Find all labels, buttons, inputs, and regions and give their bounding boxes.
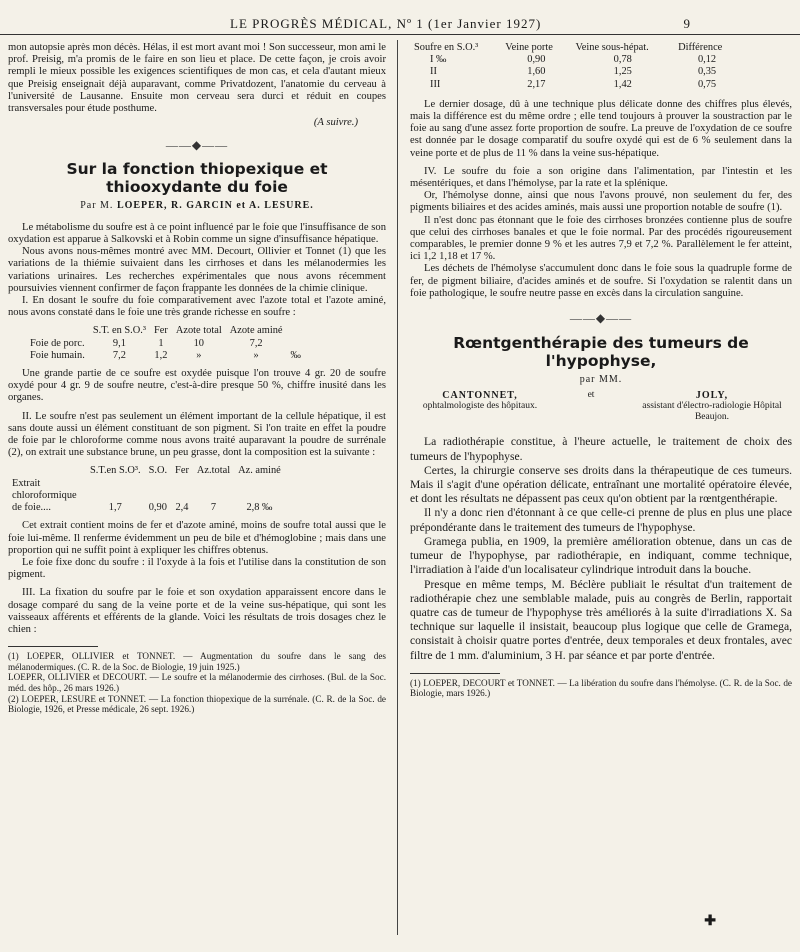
paragraph: I. En dosant le soufre du foie comparativement avec l'azote total et l'azote aminé, nous avons constaté dans le foie une très grande richesse en soufre : xyxy=(8,295,386,319)
table-cell: I ‰ xyxy=(430,54,447,66)
footnote-rule xyxy=(8,646,98,647)
table-cell: 1 xyxy=(158,337,164,349)
footnote-rule xyxy=(410,673,500,674)
byline-authors: LOEPER, R. GARCIN et A. LESURE. xyxy=(116,199,314,211)
table-cell: 0,75 xyxy=(697,78,717,90)
table-header: Azote total xyxy=(175,325,222,337)
byline-prefix: Par M. xyxy=(80,199,114,211)
paragraph: Le métabolisme du soufre est à ce point influencé par le foie que l'insuffisance de son oxydation est apparue à Salkovski et à Robin comme un signe d'insuffisance hépatique. xyxy=(8,221,386,246)
table-header: S.O. xyxy=(148,465,168,477)
table-cell: 2,17 xyxy=(527,78,546,90)
ornament-divider: ——◆—— xyxy=(569,311,633,326)
table-cell: III xyxy=(430,78,441,90)
table-row xyxy=(26,350,305,362)
table-cell: Foie de porc. xyxy=(30,337,85,349)
table-cell: 1,7 xyxy=(108,502,122,514)
portal-vein-table xyxy=(410,42,740,91)
column-divider xyxy=(397,40,398,935)
table-cell: 10 xyxy=(193,337,204,349)
paragraph: Il n'y a donc rien d'étonnant à ce que celle-ci prenne de plus en plus une place prépondérante dans le traitement des tumeurs de l'hypophyse. xyxy=(410,506,792,534)
table-cell: 2,8 ‰ xyxy=(246,502,273,514)
author-block xyxy=(410,390,550,423)
table-cell: 7,2 xyxy=(249,337,263,349)
table-row xyxy=(8,478,285,515)
author-name: JOLY, xyxy=(695,390,729,402)
table-row xyxy=(410,54,740,66)
paragraph: Une grande partie de ce soufre est oxydée puisque l'on trouve 4 gr. 20 de soufre oxydé pour 4 gr. 9 de soufre neutre, c'est-à-dire presque 50 %, chiffre inusité dans les organes. xyxy=(8,368,386,404)
table-header xyxy=(287,325,305,337)
article-title: Rœntgenthérapie des tumeurs de l'hypophyse, xyxy=(453,334,749,371)
table-cell: II xyxy=(430,66,437,78)
paragraph: Nous avons nous-mêmes montré avec MM. Decourt, Ollivier et Tonnet (1) que les variations de la thiémie suivaient dans les cirrhoses et dans les mélanodermies les variations urinaires. Les recherches expérimentales que nous avons récemment poursuivies viennent confirmer de façon frappante les données de la chimie clinique. xyxy=(8,246,386,294)
table-cell: Extrait chloroformique de foie.... xyxy=(12,477,77,514)
table-header xyxy=(26,325,89,337)
table-cell: Foie humain. xyxy=(30,349,85,361)
table-header: Veine porte xyxy=(505,42,553,53)
author-block xyxy=(632,390,792,423)
author-conjunction: et xyxy=(587,390,595,401)
table-cell: 9,1 xyxy=(112,337,126,349)
previous-article-end: mon autopsie après mon décès. Hélas, il est mort avant moi ! Son successeur, mon ami le prof. Preisig, m'a promis de le faire en son lieu et place. De cette façon, je crois avoir rempli le mieux possible les exigences scientifiques de mon cas, et cela d'autant mieux que Preisig enseignait déjà auparavant, comme Privatdozent, l'anatomie du cerveau à l'université de Lausanne. Ensuite mon cerveau sera durci et réduit en coupes transversales pour étude posthume. xyxy=(8,42,386,115)
table-header-row xyxy=(8,465,285,477)
paragraph: IV. Le soufre du foie a son origine dans l'alimentation, par l'intestin et les mésentériques, et dans l'hémolyse, par la rate et la splénique. xyxy=(410,165,792,190)
chloroform-extract-table xyxy=(8,465,285,514)
table-cell: ‰ xyxy=(290,349,301,361)
footnote: (2) LOEPER, LESURE et TONNET. — La fonction thiopexique de la surrénale. (C. R. de la Soc. de Biologie, 1926, et Presse médicale, 26 sept. 1926.) xyxy=(8,693,386,715)
paragraph: Le foie fixe donc du soufre : il l'oxyde à la fois et l'utilise dans la constitution de son pigment. xyxy=(8,556,386,581)
to-be-continued: (A suivre.) xyxy=(313,117,358,129)
table-cell: 0,90 xyxy=(527,54,546,66)
table-header-row xyxy=(410,42,740,54)
table-header: S.T. en S.O.³ xyxy=(92,325,146,337)
paragraph: Le dernier dosage, dû à une technique plus délicate donne des chiffres plus élevés, mais la différence est du même ordre ; elle tend toujours à prouver la soustraction par le foie au sang d'une assez forte proportion de soufre. La preuve de l'oxydation de ce soufre est donnée par le dosage comparatif du soufre oxydé qui est de 6 % seulement dans la veine porte et de plus de 11 % dans la veine sus-hépatique. xyxy=(410,98,792,159)
journal-title: LE PROGRÈS MÉDICAL, Nº 1 (1er Janvier 1927) xyxy=(230,16,542,31)
table-cell: » xyxy=(253,349,259,361)
table-header: Veine sous-hépat. xyxy=(575,42,649,53)
liver-sulfur-table xyxy=(26,325,305,362)
table-cell xyxy=(287,338,305,350)
cross-mark-icon: ✚ xyxy=(704,914,716,929)
table-cell: 1,42 xyxy=(613,78,632,90)
table-header: Fer xyxy=(175,465,189,477)
ornament-divider: ——◆—— xyxy=(165,138,229,153)
article-title: Sur la fonction thiopexique et thiooxydante du foie xyxy=(66,159,328,196)
footnote: LOEPER, OLLIVIER et DECOURT. — Le soufre et la mélanodermie des cirrhoses. (Bul. de la Soc. méd. des hôp., 26 mars 1926.) xyxy=(8,672,386,693)
paragraph: Certes, la chirurgie conserve ses droits dans la thérapeutique de ces tumeurs. Mais il s'agit d'une opération délicate, entraînant une mortalité opératoire élevée, et dont les résultats ne dépassent pas ceux qu'on obtient par la rœntgenthérapie. xyxy=(410,463,792,506)
table-cell: » xyxy=(196,349,202,361)
author-role: assistant d'électro-radiologie Hôpital Beaujon. xyxy=(642,401,782,423)
page-number: 9 xyxy=(683,16,690,31)
table-header: Az. aminé xyxy=(238,465,281,477)
table-cell: 1,2 xyxy=(154,349,168,361)
table-header: S.T.en S.O³. xyxy=(90,465,141,477)
table-cell: 1,60 xyxy=(527,66,546,78)
paragraph: La radiothérapie constitue, à l'heure actuelle, le traitement de choix des tumeurs de l'hypophyse. xyxy=(410,435,792,463)
footnote: (1) LOEPER, OLLIVIER et TONNET. — Augmentation du soufre dans le sang des mélanodermiques. (C. R. de la Soc. de Biologie, 19 juin 1925.) xyxy=(8,651,386,672)
footnote: (1) LOEPER, DECOURT et TONNET. — La libération du soufre dans l'hémolyse. (C. R. de la Soc. de Biologie, mars 1926.) xyxy=(410,677,792,699)
table-header: Az.total xyxy=(196,465,231,477)
table-cell: 7,2 xyxy=(112,349,126,361)
article-authors xyxy=(410,390,792,423)
author-name: CANTONNET, xyxy=(442,390,518,402)
table-cell: 0,12 xyxy=(697,54,717,66)
table-cell: 0,78 xyxy=(613,54,632,66)
table-header: Azote aminé xyxy=(229,325,283,337)
paragraph: Cet extrait contient moins de fer et d'azote aminé, moins de soufre total aussi que le foie lui-même. Il renferme évidemment un peu de bile et d'hémoglobine ; mais dans une proportion qui ne suffit point à expliquer les chiffres obtenus. xyxy=(8,520,386,556)
paragraph: Il n'est donc pas étonnant que le foie des cirrhoses bronzées contienne plus de soufre que celui des cirrhoses banales et que le foie normal. Par des procédés rigoureusement comparables, le premier donne 9 % et les autres 7,9 et 7,2 %. Parallèlement le fer atteint, ici 1,2 1,18 et 17 %. xyxy=(410,214,792,263)
paragraph: III. La fixation du soufre par le foie et son oxydation apparaissent encore dans le dosage comparé du sang de la veine porte et de la veine sus-hépatique, qui sont les vaisseaux afférents et efférents de la glande. Voici les résultats de trois dosages chez le chien : xyxy=(8,587,386,635)
paragraph: II. Le soufre n'est pas seulement un élément important de la cellule hépatique, il est sans doute aussi un élément constituant de son pigment. Si l'on traite en effet la poudre de foie par le chloroforme comme nous avons traité auparavant la poudre de surrénale (2), on extrait une substance brune, un peu grasse, dont la composition est la suivante : xyxy=(8,410,386,459)
running-header xyxy=(0,14,800,35)
table-cell: 2,4 xyxy=(175,502,189,514)
paragraph: Gramega publia, en 1909, la première amélioration obtenue, dans un cas de tumeur de l'hypophyse, par radiothérapie, en indiquant, comme technique, l'irradiation à l'aide d'un localisateur cylindrique introduit dans la bouche. xyxy=(410,534,792,577)
table-row xyxy=(26,338,305,350)
paragraph: Les déchets de l'hémolyse s'accumulent donc dans le foie sous la quadruple forme de fer, de pigment biliaire, d'acides aminés et de soufre. Si l'oxydation se ralentit dans un foie pathologique, le soufre neutre passe en excès dans la circulation sanguine. xyxy=(410,263,792,299)
table-cell: 7 xyxy=(210,502,217,514)
table-header-row xyxy=(26,325,305,337)
table-cell: 0,35 xyxy=(697,66,717,78)
byline-prefix: par MM. xyxy=(579,374,623,386)
table-header: Différence xyxy=(678,42,723,53)
paragraph: Presque en même temps, M. Béclère publiait le résultat d'un traitement de radiothérapie chez une semblable malade, puis au congrès de Berlin, rapportait quatre cas de tumeur de l'hypophyse très améliorés à la suite d'irradiations X. Sa technique sur laquelle il insistait, beaucoup plus logique que celle de Gramega, consistait à choisir quatre portes d'entrée, deux temporales et deux frontales, avec filtre de 1 mm. d'aluminium, 3 H. par séance et par porte d'entrée. xyxy=(410,577,792,662)
paragraph: Or, l'hémolyse donne, ainsi que nous l'avons prouvé, non seulement du fer, des pigments biliaires et des acides aminés, mais aussi une proportion notable de soufre (1). xyxy=(410,190,792,214)
table-row xyxy=(410,66,740,78)
table-row xyxy=(410,79,740,91)
table-header: Fer xyxy=(154,325,168,337)
table-header: Soufre en S.O.³ xyxy=(414,42,479,53)
right-column xyxy=(410,42,792,699)
table-cell: 1,25 xyxy=(613,66,632,78)
table-header xyxy=(8,465,86,477)
article-byline xyxy=(8,200,386,212)
table-cell: 0,90 xyxy=(148,502,167,514)
author-role: ophtalmologiste des hôpitaux. xyxy=(422,401,538,412)
left-column xyxy=(8,42,386,715)
